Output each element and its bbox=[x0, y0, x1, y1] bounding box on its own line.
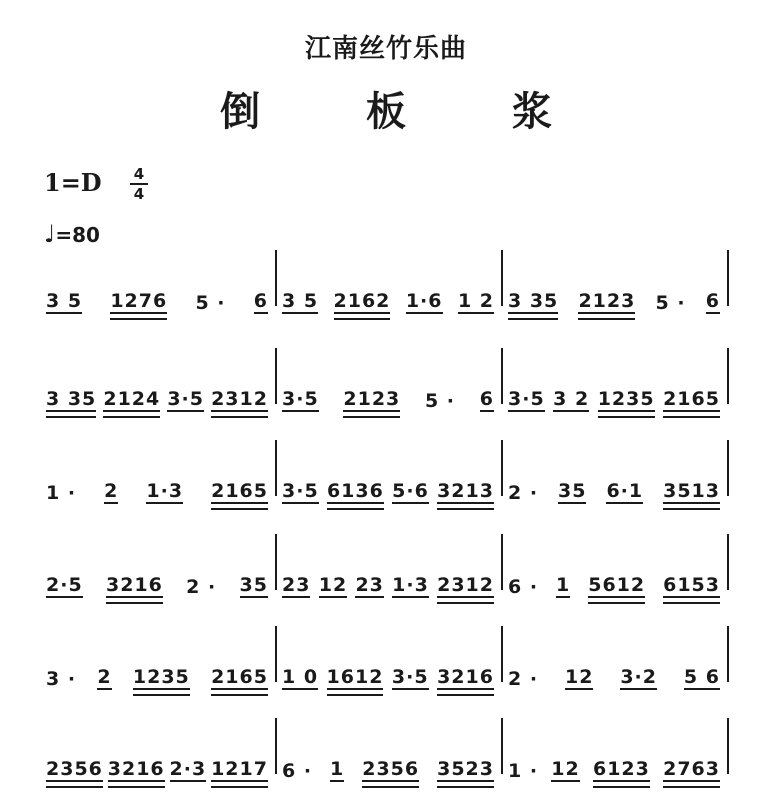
beat-notes: 12 bbox=[318, 574, 348, 596]
measure bbox=[282, 268, 494, 314]
score-row bbox=[0, 648, 772, 718]
beat-notes: 1 bbox=[556, 574, 571, 596]
beat-notes: 3 · bbox=[46, 668, 77, 690]
beat-notes: 6 bbox=[253, 290, 268, 312]
beat-notes: 5 6 bbox=[683, 666, 720, 688]
beat-notes: 2356 bbox=[362, 758, 420, 780]
score-row bbox=[0, 740, 772, 810]
barline bbox=[501, 250, 503, 306]
beat-notes: 6123 bbox=[592, 758, 650, 780]
beat-notes: 6 · bbox=[508, 576, 539, 598]
measure bbox=[46, 644, 268, 690]
score-row bbox=[0, 272, 772, 342]
beat-notes: 1·3 bbox=[392, 574, 429, 596]
beat-notes: 5612 bbox=[588, 574, 646, 596]
measure bbox=[282, 644, 494, 690]
beat-notes: 3 35 bbox=[508, 290, 559, 312]
barline bbox=[275, 250, 277, 306]
beat-notes: 3 35 bbox=[46, 388, 97, 410]
beat-notes: 1 0 bbox=[282, 666, 319, 688]
score-row bbox=[0, 462, 772, 532]
beat-notes: 1 bbox=[330, 758, 345, 780]
beat-notes: 6 · bbox=[282, 760, 313, 782]
measure bbox=[508, 552, 720, 598]
measure bbox=[46, 736, 268, 782]
barline bbox=[501, 534, 503, 590]
barline bbox=[275, 440, 277, 496]
measure bbox=[282, 552, 494, 598]
beat-notes: 3·5 bbox=[282, 388, 319, 410]
beat-notes: 2165 bbox=[211, 480, 268, 502]
beat-notes: 3216 bbox=[107, 758, 165, 780]
beat-notes: 6 bbox=[479, 388, 494, 410]
beat-notes: 3·5 bbox=[167, 388, 204, 410]
beat-notes: 2 bbox=[104, 480, 119, 502]
beat-notes: 6 bbox=[705, 290, 720, 312]
beat-notes: 1217 bbox=[211, 758, 268, 780]
beat-notes: 3·5 bbox=[508, 388, 545, 410]
measure bbox=[46, 552, 268, 598]
beat-notes: 1235 bbox=[132, 666, 190, 688]
measure bbox=[508, 458, 720, 504]
beat-notes: 2 · bbox=[508, 668, 539, 690]
beat-notes: 2·3 bbox=[169, 758, 207, 780]
measure bbox=[46, 268, 268, 314]
barline bbox=[275, 626, 277, 682]
beat-notes: 6136 bbox=[326, 480, 384, 502]
measure bbox=[508, 736, 720, 782]
barline bbox=[727, 534, 729, 590]
beat-notes: 3523 bbox=[437, 758, 494, 780]
barline bbox=[727, 440, 729, 496]
beat-notes: 6·1 bbox=[606, 480, 644, 502]
beat-notes: 2763 bbox=[663, 758, 720, 780]
barline bbox=[275, 348, 277, 404]
genre-subtitle: 江南丝竹乐曲 bbox=[304, 34, 467, 64]
key-signature: 1=D bbox=[44, 168, 102, 197]
measure bbox=[508, 268, 720, 314]
beat-notes: 1 2 bbox=[457, 290, 494, 312]
beat-notes: 2162 bbox=[333, 290, 391, 312]
measure bbox=[508, 644, 720, 690]
time-denominator: 4 bbox=[133, 185, 145, 203]
beat-notes: 2 bbox=[97, 666, 112, 688]
beat-notes: 1 · bbox=[508, 760, 539, 782]
barline bbox=[727, 718, 729, 774]
beat-notes: 23 bbox=[282, 574, 311, 596]
beat-notes: 3216 bbox=[105, 574, 163, 596]
tempo-value: =80 bbox=[55, 223, 100, 247]
beat-notes: 3213 bbox=[437, 480, 494, 502]
score-row bbox=[0, 370, 772, 440]
beat-notes: 35 bbox=[239, 574, 268, 596]
piece-title: 倒 板 浆 bbox=[220, 88, 598, 135]
beat-notes: 3216 bbox=[437, 666, 494, 688]
barline bbox=[727, 250, 729, 306]
barline bbox=[275, 534, 277, 590]
beat-notes: 2123 bbox=[578, 290, 636, 312]
barline bbox=[727, 626, 729, 682]
measure bbox=[508, 366, 720, 412]
beat-notes: 2 · bbox=[186, 576, 217, 598]
beat-notes: 6153 bbox=[663, 574, 720, 596]
barline bbox=[501, 348, 503, 404]
time-numerator: 4 bbox=[133, 165, 145, 183]
beat-notes: 23 bbox=[355, 574, 384, 596]
beat-notes: 3 5 bbox=[46, 290, 83, 312]
beat-notes: 1276 bbox=[110, 290, 168, 312]
barline bbox=[275, 718, 277, 774]
beat-notes: 1·3 bbox=[146, 480, 184, 502]
time-signature bbox=[128, 165, 150, 203]
measure bbox=[46, 458, 268, 504]
beat-notes: 12 bbox=[564, 666, 594, 688]
beat-notes: 2·5 bbox=[46, 574, 83, 596]
tempo-marking bbox=[44, 220, 100, 248]
beat-notes: 3·2 bbox=[620, 666, 657, 688]
beat-notes: 2165 bbox=[663, 388, 720, 410]
barline bbox=[727, 348, 729, 404]
beat-notes: 2123 bbox=[343, 388, 401, 410]
beat-notes: 35 bbox=[558, 480, 587, 502]
beat-notes: 3 2 bbox=[553, 388, 590, 410]
beat-notes: 12 bbox=[551, 758, 580, 780]
beat-notes: 3·5 bbox=[391, 666, 429, 688]
beat-notes: 3 5 bbox=[282, 290, 319, 312]
measure bbox=[282, 736, 494, 782]
beat-notes: 2312 bbox=[437, 574, 494, 596]
beat-notes: 2124 bbox=[103, 388, 161, 410]
beat-notes: 5 · bbox=[655, 292, 686, 314]
barline bbox=[501, 718, 503, 774]
beat-notes: 2 · bbox=[508, 482, 539, 504]
beat-notes: 2165 bbox=[211, 666, 268, 688]
beat-notes: 1612 bbox=[326, 666, 384, 688]
beat-notes: 1·6 bbox=[405, 290, 443, 312]
beat-notes: 5 · bbox=[424, 390, 456, 412]
score-row bbox=[0, 556, 772, 626]
measure bbox=[282, 366, 494, 412]
beat-notes: 3513 bbox=[663, 480, 720, 502]
quarter-note-icon: ♩ bbox=[44, 220, 56, 248]
barline bbox=[501, 626, 503, 682]
beat-notes: 3·5 bbox=[282, 480, 319, 502]
beat-notes: 5·6 bbox=[392, 480, 429, 502]
measure bbox=[46, 366, 268, 412]
beat-notes: 2312 bbox=[211, 388, 268, 410]
beat-notes: 1235 bbox=[597, 388, 655, 410]
barline bbox=[501, 440, 503, 496]
beat-notes: 1 · bbox=[46, 482, 77, 504]
beat-notes: 5 · bbox=[195, 292, 226, 314]
measure bbox=[282, 458, 494, 504]
beat-notes: 2356 bbox=[46, 758, 103, 780]
